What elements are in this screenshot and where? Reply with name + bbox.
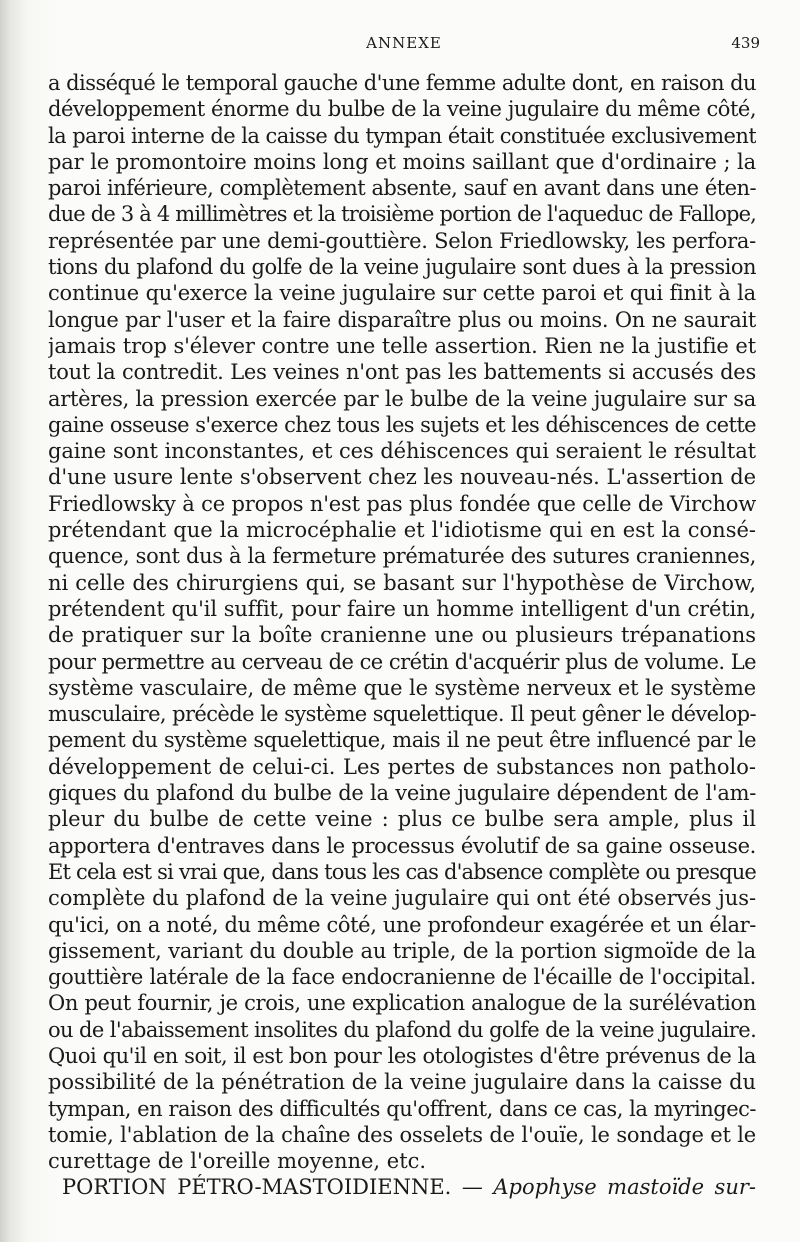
text-line: gissement, variant du double au triple, de la portion sigmoïde de la	[48, 938, 756, 963]
text-line: jamais trop s'élever contre une telle assertion. Rien ne la justifie et	[48, 333, 756, 358]
text-line: représentée par une demi-gouttière. Selon Friedlowsky, les perfora-	[48, 228, 756, 253]
text-line: complète du plafond de la veine jugulaire qui ont été observés jus-	[48, 886, 756, 911]
text-line: pement du système squelettique, mais il ne peut être influencé par le	[48, 728, 756, 753]
text-line: de pratiquer sur la boîte cranienne une ou plusieurs trépanations	[48, 623, 756, 648]
text-line: musculaire, précède le système squelettique. Il peut gêner le dévelop-	[48, 702, 756, 727]
text-line: développement de celui-ci. Les pertes de substances non patholo-	[48, 754, 756, 779]
text-line: artères, la pression exercée par le bulbe de la veine jugulaire sur sa	[48, 386, 756, 411]
text-line: gaine osseuse s'exerce chez tous les sujets et les déhiscences de cette	[48, 412, 756, 437]
text-line: système vasculaire, de même que le système nerveux et le système	[48, 675, 756, 700]
text-line: la paroi interne de la caisse du tympan était constituée exclusivement	[48, 123, 756, 148]
text-line: qu'ici, on a noté, du même côté, une profondeur exagérée et un élar-	[48, 912, 756, 937]
text-line: possibilité de la pénétration de la veine jugulaire dans la caisse du	[48, 1070, 756, 1095]
text-line: Quoi qu'il en soit, il est bon pour les otologistes d'être prévenus de la	[48, 1043, 756, 1068]
text-line: par le promontoire moins long et moins saillant que d'ordinaire ; la	[48, 149, 756, 174]
section-heading: PORTION PÉTRO-MASTOIDIENNE. —	[62, 1175, 483, 1200]
text-line: apportera d'entraves dans le processus évolutif de sa gaine osseuse.	[48, 833, 756, 858]
text-line: tout la contredit. Les veines n'ont pas les battements si accusés des	[48, 360, 756, 385]
text-line: pour permettre au cerveau de ce crétin d'acquérir plus de volume. Le	[48, 649, 756, 674]
text-line: On peut fournir, je crois, une explication analogue de la surélévation	[48, 991, 756, 1016]
running-header	[48, 34, 760, 58]
text-line: gouttière latérale de la face endocranienne de l'écaille de l'occipital.	[48, 965, 756, 990]
text-line: d'une usure lente s'observent chez les nouveau-nés. L'assertion de	[48, 465, 756, 490]
section-subheading: Apophyse mastoïde sur-	[493, 1175, 756, 1200]
text-line: Friedlowsky à ce propos n'est pas plus fondée que celle de Virchow	[48, 491, 756, 516]
text-line: paroi inférieure, complètement absente, sauf en avant dans une éten-	[48, 176, 756, 201]
text-line: prétendent qu'il suffit, pour faire un homme intelligent d'un crétin,	[48, 596, 756, 621]
text-line: due de 3 à 4 millimètres et la troisième portion de l'aqueduc de Fallope,	[48, 202, 756, 227]
text-line: pleur du bulbe de cette veine : plus ce bulbe sera ample, plus il	[48, 807, 756, 832]
text-line: gaine sont inconstantes, et ces déhiscences qui seraient le résultat	[48, 439, 756, 464]
text-line: Et cela est si vrai que, dans tous les cas d'absence complète ou presque	[48, 859, 756, 884]
text-line: quence, sont dus à la fermeture prématurée des sutures craniennes,	[48, 544, 756, 569]
text-line: giques du plafond du bulbe de la veine jugulaire dépendent de l'am-	[48, 781, 756, 806]
text-line: ni celle des chirurgiens qui, se basant sur l'hypothèse de Virchow,	[48, 570, 756, 595]
text-line: tomie, l'ablation de la chaîne des osselets de l'ouïe, le sondage et le	[48, 1122, 756, 1147]
text-line: a disséqué le temporal gauche d'une femme adulte dont, en raison du	[48, 71, 756, 95]
section-heading-line	[48, 1174, 756, 1200]
page-number: 439	[731, 34, 760, 52]
body-text	[48, 70, 756, 1201]
text-line: longue par l'user et la faire disparaître plus ou moins. On ne saurait	[48, 307, 756, 332]
text-line: tympan, en raison des difficultés qu'offrent, dans ce cas, la myringec-	[48, 1096, 756, 1121]
text-line: continue qu'exerce la veine jugulaire sur cette paroi et qui finit à la	[48, 281, 756, 306]
text-line: ou de l'abaissement insolites du plafond du golfe de la veine jugulaire.	[48, 1017, 756, 1042]
text-line: prétendant que la microcéphalie et l'idiotisme qui en est la consé-	[48, 518, 756, 543]
text-line: curettage de l'oreille moyenne, etc.	[48, 1149, 427, 1174]
text-line: tions du plafond du golfe de la veine jugulaire sont dues à la pression	[48, 255, 756, 280]
text-line: développement énorme du bulbe de la veine jugulaire du même côté,	[48, 97, 756, 122]
running-title: ANNEXE	[366, 34, 442, 52]
